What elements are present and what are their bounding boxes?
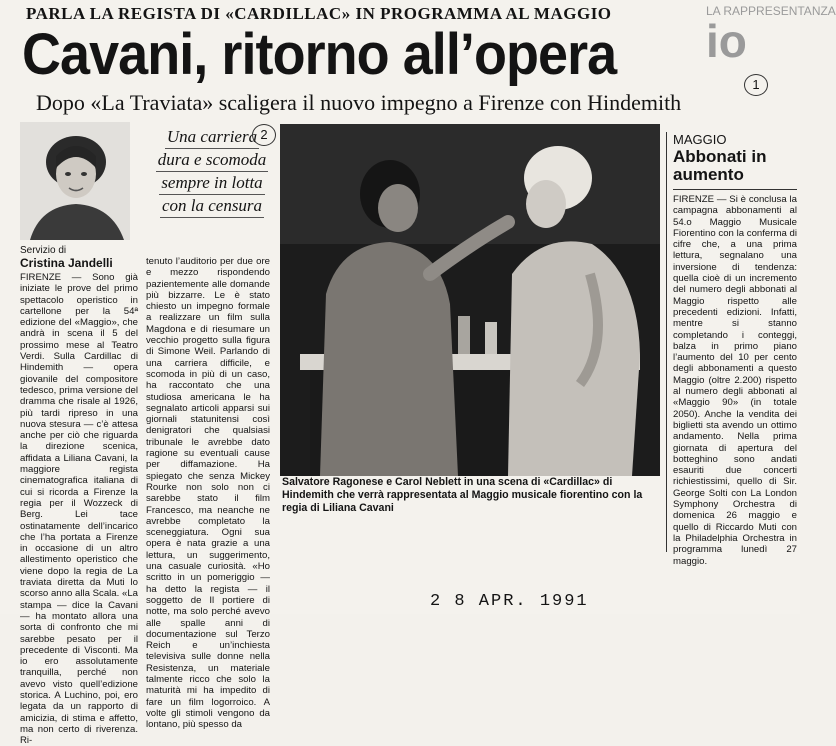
pull-quote-line-2: dura e scomoda [156,149,269,172]
subheadline: Dopo «La Traviata» scaligera il nuovo impegno a Firenze con Hindemith [36,90,682,115]
pull-quote-line-4: con la censura [160,195,264,218]
column-1-text: FIRENZE — Sono già iniziate le prove del primo spettacolo operistico in cartellone per la 54ª edizione del «Maggio», che andrà in scena il 5 del prossimo mese al Teatro Verdi. Sulla Cardillac di Hindemith — opera giovanile del compositore tedesco, prima versione del dramma che risale al 1926, più tardi ripreso in una nuova stesura — c’è attesa anche per ciò che riguarda la direzione scenica, affidata a Liliana Cavani, la maggiore regista cinematografica italiana di cui si ricorda a Firenze la regia per il Wozzeck di Berg. Lei tace ostinatamente dell’incarico che l’ha portata a Firenze in occasione di un altro allestimento operistico che viene dopo la regia de La traviata diretta da Muti lo scorso anno alla Scala. «La stampa — dice la Cavani — ha montato allora una sorta di confronto che mi sarebbe pesato per il precedente di Visconti. Ma io ero assolutamente tranquilla, perché non avevo visto quell’edizione storica. A Luchino, poi, ero legata da un rapporto di amicizia, di stima e affetto, ma non certo di riverenza. Ri- [20,272,138,746]
kicker: PARLA LA REGISTA DI «CARDILLAC» IN PROGRAMMA AL MAGGIO [26,4,612,23]
opera-scene-photo [280,124,660,476]
opera-scene-icon [280,124,660,476]
woman-portrait-icon [20,122,130,240]
column-2-text: tenuto l’auditorio per due ore e mezzo rispondendo pazientemente alle domande più bizzarre. Le è stato chiesto un impegno formale a realizzare un film sulla Magdona e di riesumare un vecchio progetto sulla figura di Simone Weil. Parlando di una carriera difficile, e scomoda in più di un caso, ha raccontato che una studiosa americana le ha segnalato articoli apparsi sui giornali statunitensi così denigratori che qualsiasi tribunale le avrebbe dato ragione su eventuali cause per diffamazione. Ha spiegato che senza Mickey Rourke non solo non ci sarebbe stato il film Francesco, ma neanche ne avrebbe completato la sceneggiatura. Ogni sua opera è nata grazie a una lettura, un suggerimento, una casuale curiosità. «Ho scritto in un pomeriggio — ha detto la regista — il soggetto de Il portiere di notte, ma solo perché avevo alle spalle anni di documentazione sul Terzo Reich e un’inchiesta televisiva sulle donne nella Resistenza, un materiale talmente ricco che solo la maturità mi ha impedito di fare un film logorroico. A volte gli stimoli vengono da lontano, più spesso da [146,256,270,731]
bleed-line-1: LA RAPPRESENTANZA [706,4,836,18]
sidebar-kicker: MAGGIO [673,132,727,147]
author-portrait-photo [20,122,130,240]
sidebar-body: FIRENZE — Si è conclusa la campagna abbonamenti al 54.o Maggio Musicale Fiorentino con la conferma di cifre che, a una prima lettura, segnalano una inversione di tendenza: quella cioè di un incremento del numero degli abbonati al Maggio rispetto alle precedenti edizioni. Infatti, mentre si stanno completando i conteggi, balza in primo piano l’aumento del 10 per cento degli abbonamenti a questo Maggio (oltre 2.200) rispetto al numero degli abbonati al «Maggio 90» (in totale 2050). Anche la vendita dei biglietti sta avendo un ottimo andamento. Nella prima giornata di apertura del botteghino sono andati esauriti due concerti richiestissimi, quello di Sir. George Solti con La London Symphony Orchestra di domenica 26 maggio e quello di Riccardo Muti con la Philadelphia Orchestra in programma lunedì 27 maggio. [673,194,797,567]
circled-number-mark-2: 2 [252,124,276,146]
pull-quote-line-3: sempre in lotta [159,172,264,195]
date-stamp: 2 8 APR. 1991 [430,592,589,611]
sidebar-box [666,132,797,567]
byline-label: Servizio di [20,245,67,256]
sidebar-title: Abbonati in aumento [673,147,767,184]
article-column-2 [146,256,270,731]
circled-number-mark: 1 [744,74,768,96]
bleed-line-2: io [706,15,747,67]
byline-name: Cristina Jandelli [20,256,113,270]
adjacent-article-bleed [706,4,836,84]
headline: Cavani, ritorno all’opera [22,22,617,87]
sidebar-divider [673,189,797,190]
article-column-1 [20,272,138,746]
pull-quote-line-1: Una carriera [165,126,259,149]
photo-caption: Salvatore Ragonese e Carol Neblett in una scena di «Cardillac» di Hindemith che verrà rappresentata al Maggio musicale fiorentino con la regia di Liliana Cavani [282,476,643,514]
